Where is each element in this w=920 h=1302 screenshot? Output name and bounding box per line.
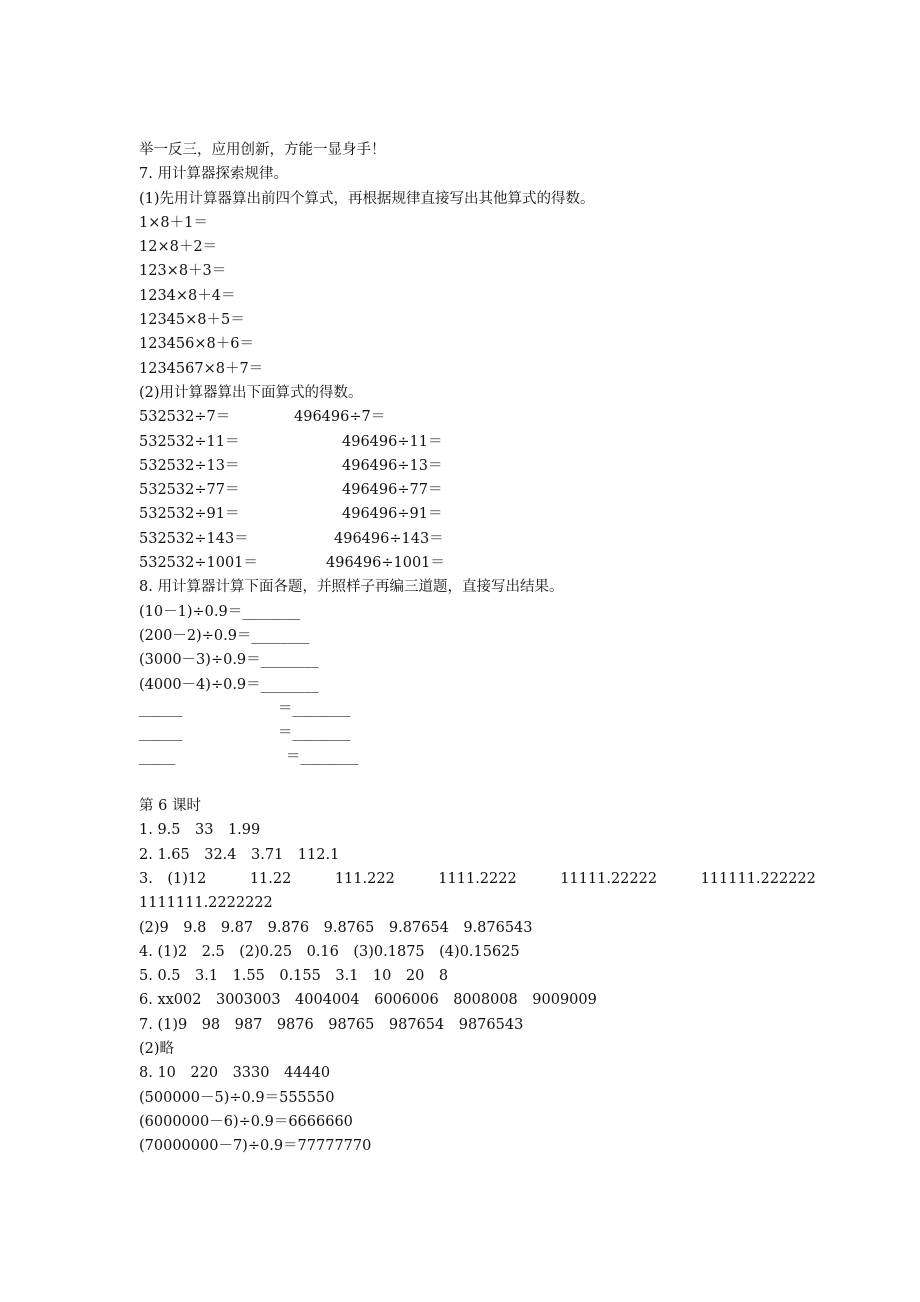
q8-blank-row — [139, 721, 819, 745]
answer-line: 8. 10 220 3330 44440 — [139, 1065, 331, 1082]
answer-line: 3. (1)12 11.22 111.222 1111.2222 11111.22222 111111.222222 — [139, 870, 816, 887]
pair-left: 532532÷143＝ — [139, 530, 249, 547]
q8-blank-row — [139, 697, 819, 721]
answers-heading: 第 6 课时 — [139, 798, 201, 815]
q7-title: 7. 用计算器探索规律。 — [139, 166, 288, 183]
q7-pair-row — [139, 502, 819, 526]
answer-line: 1111111.2222222 — [139, 895, 273, 912]
pair-right: 496496÷13＝ — [342, 457, 443, 474]
q7-pair-row — [139, 430, 819, 454]
q8-expression: (200－2)÷0.9＝________ — [139, 627, 310, 644]
blank-left: _____ — [139, 749, 176, 766]
document-content — [139, 138, 819, 1158]
q7-part2: (2)用计算器算出下面算式的得数。 — [139, 384, 363, 401]
answer-line: 7. (1)9 98 987 9876 98765 987654 9876543 — [139, 1016, 524, 1033]
answer-line: 1. 9.5 33 1.99 — [139, 822, 261, 839]
answer-line: (500000－5)÷0.9＝555550 — [139, 1089, 335, 1106]
pair-right: 496496÷143＝ — [334, 530, 444, 547]
answer-line: (2)略 — [139, 1040, 175, 1057]
pair-left: 532532÷77＝ — [139, 482, 240, 499]
answer-line: 2. 1.65 32.4 3.71 112.1 — [139, 846, 340, 863]
answer-line: 6. xx002 3003003 4004004 6006006 8008008 9009009 — [139, 992, 597, 1009]
q8-blank-row — [139, 745, 819, 769]
blank-right: ＝________ — [286, 749, 359, 766]
blank-right: ＝________ — [278, 725, 351, 742]
pair-right: 496496÷77＝ — [342, 482, 443, 499]
q7-expression: 123456×8＋6＝ — [139, 336, 254, 353]
answer-line: (70000000－7)÷0.9＝77777770 — [139, 1138, 372, 1155]
pair-left: 532532÷11＝ — [139, 433, 240, 450]
q8-expression: (4000－4)÷0.9＝________ — [139, 676, 319, 693]
q7-part1: (1)先用计算器算出前四个算式，再根据规律直接写出其他算式的得数。 — [139, 190, 595, 207]
answer-line: (6000000－6)÷0.9＝6666660 — [139, 1113, 353, 1130]
q8-expression: (10－1)÷0.9＝________ — [139, 603, 301, 620]
pair-left: 532532÷91＝ — [139, 506, 240, 523]
pair-right: 496496÷11＝ — [342, 433, 443, 450]
q7-expression: 12345×8＋5＝ — [139, 312, 245, 329]
q7-expression: 1×8＋1＝ — [139, 214, 208, 231]
pair-left: 532532÷13＝ — [139, 457, 240, 474]
pair-left: 532532÷1001＝ — [139, 555, 258, 572]
pair-left: 532532÷7＝ — [139, 409, 231, 426]
q7-expression: 1234×8＋4＝ — [139, 287, 236, 304]
pair-right: 496496÷1001＝ — [326, 555, 445, 572]
q8-title: 8. 用计算器计算下面各题，并照样子再编三道题，直接写出结果。 — [139, 579, 564, 596]
q8-expression: (3000－3)÷0.9＝________ — [139, 652, 319, 669]
answer-line: (2)9 9.8 9.87 9.876 9.8765 9.87654 9.876543 — [139, 919, 533, 936]
q7-pair-row — [139, 454, 819, 478]
blank-left: ______ — [139, 725, 183, 742]
intro-text: 举一反三，应用创新，方能一显身手！ — [139, 142, 386, 158]
q7-pair-row — [139, 478, 819, 502]
q7-pair-row — [139, 551, 819, 575]
q7-expression: 123×8＋3＝ — [139, 263, 227, 280]
blank-left: ______ — [139, 700, 183, 717]
answer-line: 4. (1)2 2.5 (2)0.25 0.16 (3)0.1875 (4)0.15625 — [139, 943, 520, 960]
q7-pair-row — [139, 405, 819, 429]
answer-line: 5. 0.5 3.1 1.55 0.155 3.1 10 20 8 — [139, 968, 449, 985]
blank-right: ＝________ — [278, 700, 351, 717]
q7-pair-row — [139, 527, 819, 551]
q7-expression: 12×8＋2＝ — [139, 239, 218, 256]
pair-right: 496496÷91＝ — [342, 506, 443, 523]
pair-right: 496496÷7＝ — [294, 409, 386, 426]
q7-expression: 1234567×8＋7＝ — [139, 360, 264, 377]
